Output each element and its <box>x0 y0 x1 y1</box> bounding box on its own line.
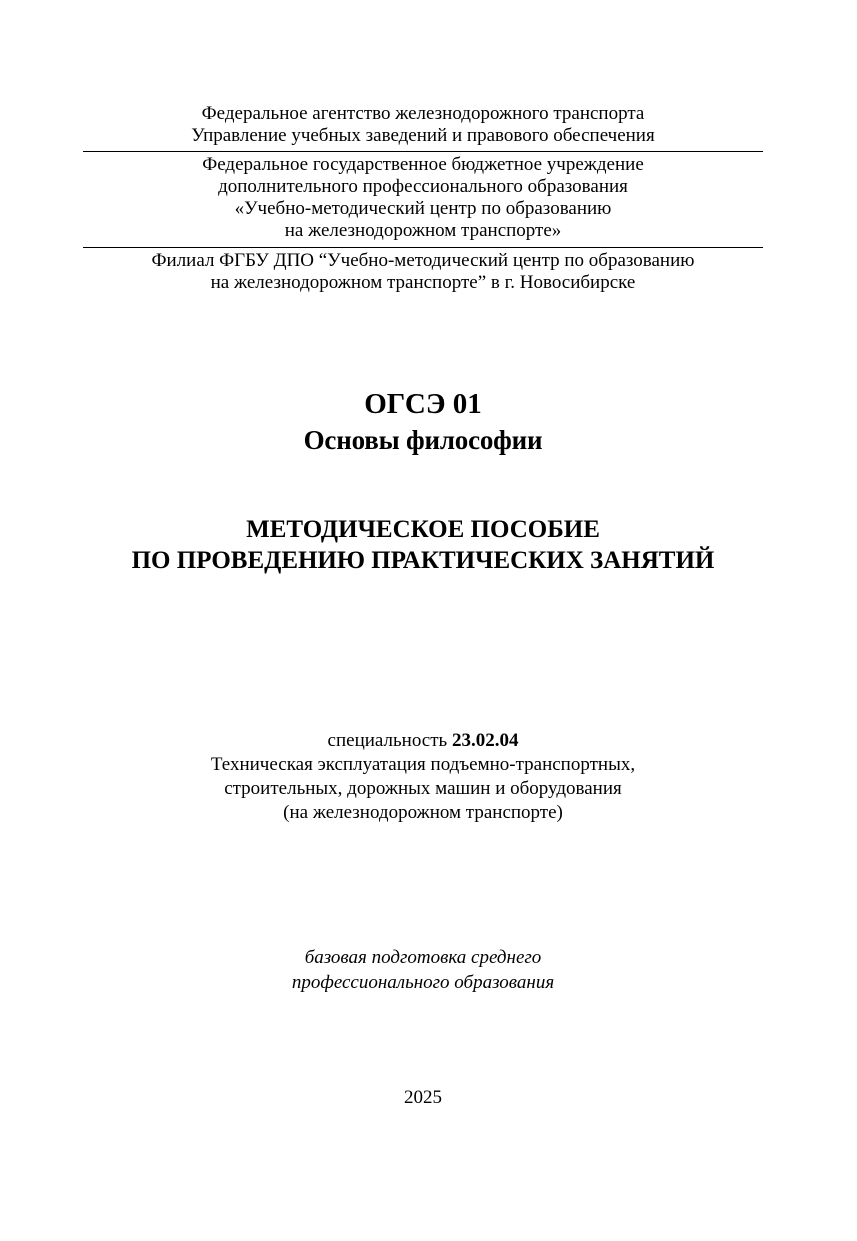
branch-line: Филиал ФГБУ ДПО “Учебно-методический центр по образованию <box>151 250 695 271</box>
institution-line: на железнодорожном транспорте» <box>284 220 562 241</box>
specialty-block <box>83 729 763 825</box>
agency-line: Управление учебных заведений и правового обеспечения <box>191 125 655 146</box>
year-text: 2025 <box>404 1087 442 1108</box>
specialty-label: специальность <box>327 730 448 751</box>
specialty-code: 23.02.04 <box>451 730 519 751</box>
institution-line: «Учебно-методический центр по образованию <box>234 198 612 219</box>
institution-header <box>83 154 763 242</box>
specialty-name-line: Техническая эксплуатация подъемно-транспортных, <box>210 754 636 775</box>
branch-line: на железнодорожном транспорте” в г. Новосибирске <box>210 272 636 293</box>
specialty-line <box>83 729 763 753</box>
document-title-line: ПО ПРОВЕДЕНИЮ ПРАКТИЧЕСКИХ ЗАНЯТИЙ <box>131 547 715 574</box>
training-level <box>83 945 763 995</box>
publication-year <box>83 1087 763 1109</box>
document-title <box>83 514 763 576</box>
header-divider <box>83 151 763 152</box>
agency-header <box>83 103 763 147</box>
course-code: ОГСЭ 01 <box>364 388 482 420</box>
branch-header <box>83 250 763 294</box>
specialty-name-line: строительных, дорожных машин и оборудования <box>224 778 622 799</box>
institution-line: дополнительного профессионального образования <box>218 176 628 197</box>
specialty-name-line: (на железнодорожном транспорте) <box>283 802 563 823</box>
training-level-line: профессионального образования <box>291 972 555 993</box>
course-name: Основы философии <box>303 425 543 455</box>
document-title-line: МЕТОДИЧЕСКОЕ ПОСОБИЕ <box>246 516 600 543</box>
course-heading <box>83 386 763 458</box>
training-level-line: базовая подготовка среднего <box>304 947 542 968</box>
institution-line: Федеральное государственное бюджетное учреждение <box>202 154 644 175</box>
agency-line: Федеральное агентство железнодорожного транспорта <box>201 103 645 124</box>
header-divider <box>83 247 763 248</box>
